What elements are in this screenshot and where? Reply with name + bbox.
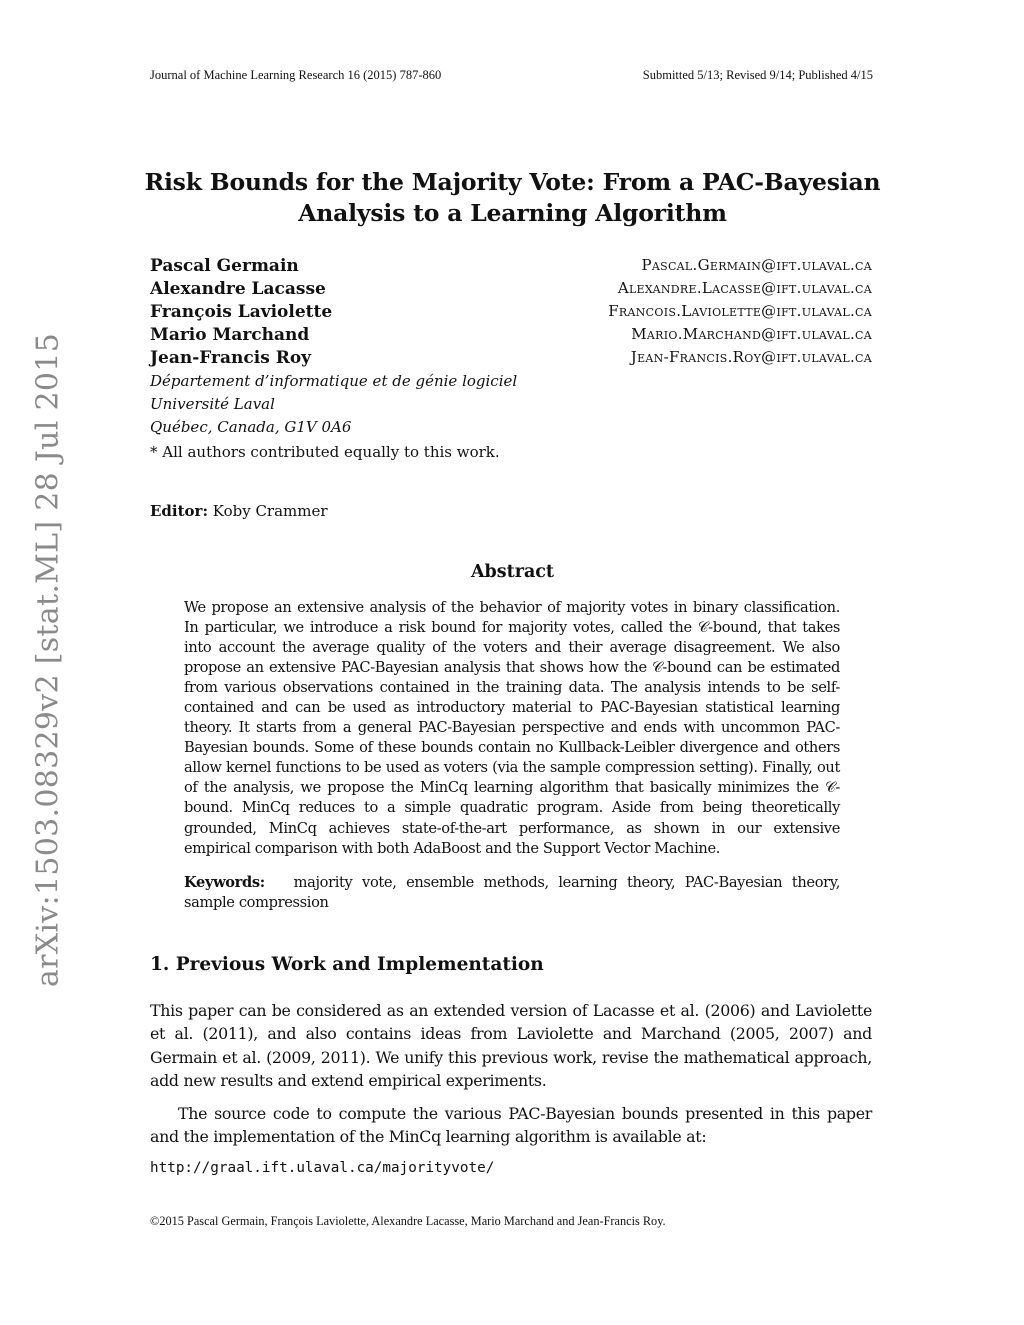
title-line-1: Risk Bounds for the Majority Vote: From a PAC-Bayesian [144,168,881,196]
keywords [184,873,840,913]
section-heading: 1. Previous Work and Implementation [150,954,544,975]
journal-header: Journal of Machine Learning Research 16 (2015) 787-860 [150,68,442,82]
author-email[interactable]: Mario.Marchand@ift.ulaval.ca [631,325,872,343]
paragraph: This paper can be considered as an extended version of Lacasse et al. (2006) and Laviolette et al. (2011), and also contains ideas from Laviolette and Marchand (2005, 2007) and Germain et al. (2009, 2011). We unify this previous work, revise the mathematical approach, add new results and extend empirical experiments. [150,1001,872,1090]
author-row [150,348,872,371]
author-email[interactable]: Alexandre.Lacasse@ift.ulaval.ca [617,279,872,297]
editor-label: Editor: [150,502,208,520]
abstract-text: We propose an extensive analysis of the behavior of majority votes in binary classification. In particular, we introduce a risk bound for majority votes, called the 𝒞-bound, that takes into account the average quality of the voters and their average disagreement. We also propose an extensive PAC-Bayesian analysis that shows how the 𝒞-bound can be estimated from various observations contained in the training data. The analysis intends to be self-contained and can be used as introductory material to PAC-Bayesian statistical learning theory. It starts from a general PAC-Bayesian perspective and ends with uncommon PAC-Bayesian bounds. Some of these bounds contain no Kullback-Leibler divergence and others allow kernel functions to be used as voters (via the sample compression setting). Finally, out of the analysis, we propose the MinCq learning algorithm that basically minimizes the 𝒞-bound. MinCq reduces to a simple quadratic program. Aside from being theoretically grounded, MinCq achieves state-of-the-art performance, as shown in our extensive empirical comparison with both AdaBoost and the Support Vector Machine. [184,599,840,857]
title-line-2: Analysis to a Learning Algorithm [298,199,727,227]
keywords-list: majority vote, ensemble methods, learning theory, PAC-Bayesian theory, sample compression [184,874,840,911]
paper-title [120,167,905,229]
affiliation-department: Département d’informatique et de génie logiciel [150,372,518,390]
arxiv-sidebar [30,332,66,988]
author-row [150,279,872,302]
author-email[interactable]: Jean-Francis.Roy@ift.ulaval.ca [630,348,872,366]
author-email[interactable]: Pascal.Germain@ift.ulaval.ca [641,256,872,274]
arxiv-identifier: arXiv:1503.08329v2 [stat.ML] 28 Jul 2015 [30,332,66,988]
author-row [150,325,872,348]
editor-line [150,502,328,520]
copyright-footer: ©2015 Pascal Germain, François Laviolette, Alexandre Lacasse, Mario Marchand and Jean-Francis Roy. [150,1214,666,1228]
author-name: Pascal Germain [150,256,299,276]
paragraph: The source code to compute the various PAC-Bayesian bounds presented in this paper and the implementation of the MinCq learning algorithm is available at: [150,1104,872,1147]
keywords-label: Keywords: [184,874,265,891]
author-name: Mario Marchand [150,325,310,345]
abstract-heading: Abstract [470,562,555,582]
source-code-link[interactable]: http://graal.ift.ulaval.ca/majorityvote/ [150,1160,495,1176]
editor-name: Koby Crammer [212,502,328,520]
author-email[interactable]: Francois.Laviolette@ift.ulaval.ca [608,302,872,320]
affiliation-address: Québec, Canada, G1V 0A6 [150,418,352,436]
author-row [150,256,872,279]
affiliation-university: Université Laval [150,395,275,413]
equal-contribution-note: * All authors contributed equally to this work. [150,443,500,461]
author-list [150,256,872,371]
submission-dates: Submitted 5/13; Revised 9/14; Published 4/15 [642,68,873,82]
author-name: François Laviolette [150,302,333,322]
author-name: Alexandre Lacasse [150,279,326,299]
author-row [150,302,872,325]
author-name: Jean-Francis Roy [150,348,312,368]
